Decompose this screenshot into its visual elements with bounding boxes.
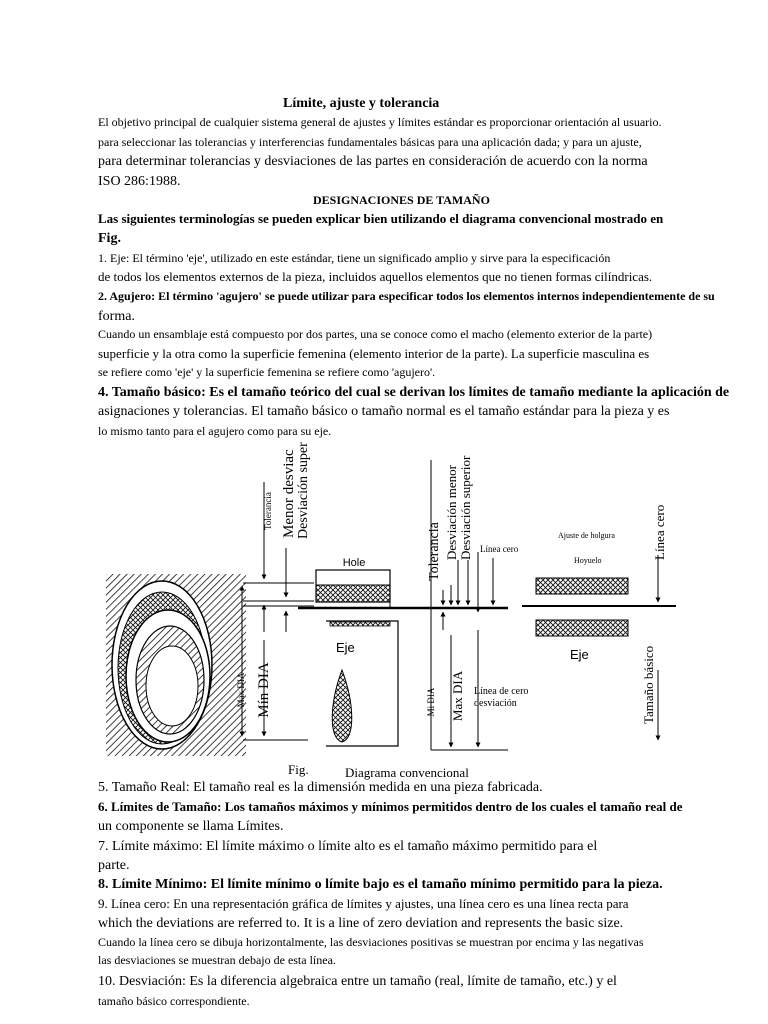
terminology-line-1: Las siguientes terminologías se pueden explicar bien utilizando el diagrama convencional mostrado en <box>98 211 664 226</box>
item1-line-2: de todos los elementos externos de la pieza, incluidos aquellos elementos que no tienen formas cilíndricas. <box>98 269 653 284</box>
figure-caption: Diagrama convencional <box>345 765 469 780</box>
eje-label: Eje <box>336 640 355 655</box>
desviacion-super-label: Desviación super <box>296 442 311 539</box>
max-dia-left-label: Max DIA <box>236 672 246 708</box>
terminology-line-2: Fig. <box>98 231 121 246</box>
item10-line-2: tamaño básico correspondiente. <box>98 994 250 1008</box>
linea-cero-label: Línea cero <box>480 544 519 554</box>
item10-line-1: 10. Desviación: Es la diferencia algebraica entre un tamaño (real, límite de tamaño, etc.) y el <box>98 974 617 989</box>
item9-line-3: Cuando la línea cero se dibuja horizontalmente, las desviaciones positivas se muestran por encima y las negativas <box>98 935 644 949</box>
item4-line-2: asignaciones y tolerancias. El tamaño básico o tamaño normal es el tamaño estándar para la pieza y es <box>98 404 670 419</box>
tolerancia-label: Tolerancia <box>263 492 273 530</box>
min-dia-label: Mín DIA <box>256 662 272 718</box>
item4-line-1: 4. Tamaño básico: Es el tamaño teórico del cual se derivan los límites de tamaño mediante la aplicación de <box>98 385 730 400</box>
hole-label: Hole <box>342 557 366 569</box>
item1-line-1: 1. Eje: El término 'eje', utilizado en este estándar, tiene un significado amplio y sirve para la especificación <box>98 251 611 265</box>
mi-dia-label: Mi DIA <box>426 687 436 717</box>
item9-line-4: las desviaciones se muestran debajo de esta línea. <box>98 953 336 967</box>
menor-desviac-label: Menor desviac <box>281 449 297 538</box>
item4-line-3: lo mismo tanto para el agujero como para su eje. <box>98 424 332 438</box>
ajuste-holgura-label: Ajuste de holgura <box>558 531 615 540</box>
intro-line-3: para determinar tolerancias y desviaciones de las partes en consideración de acuerdo con la norma <box>98 154 648 169</box>
item3-line-3: se refiere como 'eje' y la superficie femenina se refiere como 'agujero'. <box>98 365 436 379</box>
intro-line-2: para seleccionar las tolerancias y interferencias fundamentales básicas para una aplicación dada; y para un ajuste, <box>98 135 642 149</box>
fig-label: Fig. <box>288 762 309 777</box>
item7-line-1: 7. Límite máximo: El límite máximo o límite alto es el tamaño máximo permitido para el <box>98 839 598 854</box>
item3-line-1: Cuando un ensamblaje está compuesto por dos partes, una se conoce como el macho (elemento exterior de la parte) <box>98 327 653 341</box>
document-title: Límite, ajuste y tolerancia <box>283 96 440 111</box>
item9-line-1: 9. Línea cero: En una representación gráfica de límites y ajustes, una línea cero es una línea recta para <box>98 896 629 911</box>
hole-block <box>316 557 390 602</box>
linea-cero-desviacion-line2: desviación <box>474 698 517 709</box>
item5-line: 5. Tamaño Real: El tamaño real es la dimensión medida en una pieza fabricada. <box>98 780 543 795</box>
hatched-section-block <box>106 574 246 756</box>
eje-right-label: Eje <box>570 647 589 662</box>
item8-line: 8. Límite Mínimo: El límite mínimo o límite bajo es el tamaño mínimo permitido para la pieza. <box>98 877 663 892</box>
item2-line-1: 2. Agujero: El término 'agujero' se puede utilizar para especificar todos los elementos internos independientemente de su <box>98 289 715 303</box>
hoyuelo-label: Hoyuelo <box>574 556 602 565</box>
item7-line-2: parte. <box>98 858 130 873</box>
linea-cero-vertical-label: Línea cero <box>652 504 667 560</box>
shaft-body <box>326 621 398 746</box>
intro-line-1: El objetivo principal de cualquier sistema general de ajustes y límites estándar es proporcionar orientación al usuario. <box>98 115 662 129</box>
section-heading: DESIGNACIONES DE TAMAÑO <box>313 193 490 207</box>
item6-line-1: 6. Límites de Tamaño: Los tamaños máximos y mínimos permitidos dentro de los cuales el tamaño real de <box>98 799 683 814</box>
item3-line-2: superficie y la otra como la superficie femenina (elemento interior de la parte). La superficie masculina es <box>98 346 650 361</box>
desviacion-menor-label: Desviación menor <box>444 465 459 560</box>
intro-line-4: ISO 286:1988. <box>98 174 181 189</box>
item6-line-2: un componente se llama Límites. <box>98 819 284 834</box>
conventional-diagram <box>98 440 678 785</box>
tolerancia-middle-label: Tolerancia <box>427 522 442 581</box>
item2-line-2: forma. <box>98 309 135 324</box>
max-dia-middle-label: Max DIA <box>450 670 465 722</box>
desviacion-superior-label: Desviación superior <box>458 455 473 560</box>
linea-cero-desviacion-line1: Línea de cero <box>474 686 529 697</box>
tamano-basico-label: Tamaño básico <box>641 645 656 724</box>
item9-line-2: which the deviations are referred to. It is a line of zero deviation and represents the basic size. <box>98 916 624 931</box>
